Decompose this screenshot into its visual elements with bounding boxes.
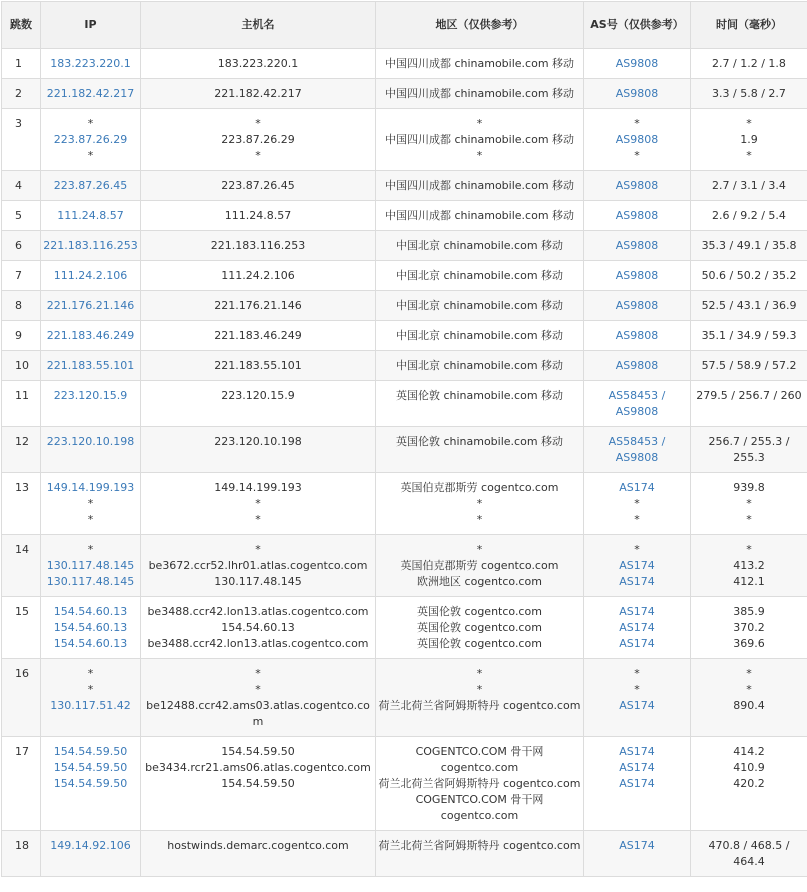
hop-number: 18 [2, 831, 41, 877]
hop-number: 11 [2, 381, 41, 427]
time-text: 385.9 [693, 604, 805, 620]
ip-cell [41, 737, 141, 831]
time-text: 370.2 [693, 620, 805, 636]
time-text: 2.6 / 9.2 / 5.4 [693, 208, 805, 224]
hostname-text: 130.117.48.145 [143, 574, 373, 590]
timeout-marker: * [143, 116, 373, 132]
time-text: 939.8 [693, 480, 805, 496]
region-text: 欧洲地区 cogentco.com [378, 574, 581, 590]
hostname-text: 149.14.199.193 [143, 480, 373, 496]
timeout-marker: * [586, 682, 688, 698]
hop-number: 3 [2, 109, 41, 171]
timeout-marker: * [143, 542, 373, 558]
header-asn: AS号（仅供参考） [584, 2, 691, 49]
ip-cell [41, 351, 141, 381]
ip-cell [41, 201, 141, 231]
table-row [2, 535, 807, 597]
region-cell [376, 597, 584, 659]
ip-link[interactable]: 221.183.46.249 [43, 328, 138, 344]
time-cell [691, 831, 807, 877]
table-row [2, 261, 807, 291]
hostname-cell [141, 291, 376, 321]
table-row [2, 291, 807, 321]
time-cell [691, 351, 807, 381]
asn-link[interactable]: AS9808 [586, 208, 688, 224]
hostname-text: 221.183.46.249 [143, 328, 373, 344]
timeout-marker: * [43, 682, 138, 698]
timeout-marker: * [378, 682, 581, 698]
ip-link[interactable]: 183.223.220.1 [43, 56, 138, 72]
time-text: 3.3 / 5.8 / 2.7 [693, 86, 805, 102]
asn-cell [584, 473, 691, 535]
hostname-cell [141, 79, 376, 109]
time-text: 35.1 / 34.9 / 59.3 [693, 328, 805, 344]
ip-link[interactable]: 221.182.42.217 [43, 86, 138, 102]
region-text: 英国伦敦 cogentco.com [378, 636, 581, 652]
table-row [2, 737, 807, 831]
header-ip: IP [41, 2, 141, 49]
asn-link[interactable]: AS174 [586, 480, 688, 496]
asn-cell [584, 351, 691, 381]
asn-cell [584, 109, 691, 171]
asn-link[interactable]: AS58453 / AS9808 [586, 388, 688, 420]
hostname-text: 111.24.8.57 [143, 208, 373, 224]
region-cell [376, 831, 584, 877]
ip-cell [41, 473, 141, 535]
hostname-text: 221.176.21.146 [143, 298, 373, 314]
region-text: 英国伦敦 cogentco.com [378, 604, 581, 620]
asn-link[interactable]: AS174 [586, 760, 688, 776]
traceroute-table [1, 1, 807, 877]
ip-link[interactable]: 223.120.10.198 [43, 434, 138, 450]
hostname-text: 223.120.10.198 [143, 434, 373, 450]
time-text: 2.7 / 1.2 / 1.8 [693, 56, 805, 72]
region-cell [376, 321, 584, 351]
time-text: 35.3 / 49.1 / 35.8 [693, 238, 805, 254]
region-text: 中国北京 chinamobile.com 移动 [378, 238, 581, 254]
time-text: 369.6 [693, 636, 805, 652]
hop-number: 4 [2, 171, 41, 201]
asn-link[interactable]: AS9808 [586, 178, 688, 194]
region-text: 荷兰北荷兰省阿姆斯特丹 cogentco.com [378, 838, 581, 854]
ip-link[interactable]: 130.117.48.145 [43, 574, 138, 590]
hostname-text: 221.183.55.101 [143, 358, 373, 374]
header-time: 时间（毫秒） [691, 2, 807, 49]
ip-link[interactable]: 154.54.59.50 [43, 760, 138, 776]
hop-number: 6 [2, 231, 41, 261]
timeout-marker: * [693, 666, 805, 682]
header-region: 地区（仅供参考） [376, 2, 584, 49]
asn-link[interactable]: AS174 [586, 620, 688, 636]
time-text: 414.2 [693, 744, 805, 760]
time-text: 57.5 / 58.9 / 57.2 [693, 358, 805, 374]
hostname-text: be3434.rcr21.ams06.atlas.cogentco.com [143, 760, 373, 776]
ip-link[interactable]: 154.54.60.13 [43, 604, 138, 620]
asn-link[interactable]: AS9808 [586, 86, 688, 102]
table-header-row [2, 2, 807, 49]
hostname-text: be3672.ccr52.lhr01.atlas.cogentco.com [143, 558, 373, 574]
ip-cell [41, 597, 141, 659]
table-row [2, 231, 807, 261]
asn-cell [584, 171, 691, 201]
timeout-marker: * [43, 666, 138, 682]
timeout-marker: * [43, 148, 138, 164]
time-text: 256.7 / 255.3 / 255.3 [693, 434, 805, 466]
timeout-marker: * [378, 542, 581, 558]
time-cell [691, 737, 807, 831]
table-row [2, 49, 807, 79]
time-cell [691, 535, 807, 597]
time-text: 50.6 / 50.2 / 35.2 [693, 268, 805, 284]
asn-cell [584, 321, 691, 351]
ip-cell [41, 535, 141, 597]
region-cell [376, 261, 584, 291]
region-text: 中国北京 chinamobile.com 移动 [378, 298, 581, 314]
ip-cell [41, 381, 141, 427]
time-cell [691, 231, 807, 261]
timeout-marker: * [378, 148, 581, 164]
region-cell [376, 351, 584, 381]
timeout-marker: * [378, 116, 581, 132]
ip-cell [41, 321, 141, 351]
ip-cell [41, 831, 141, 877]
time-text: 890.4 [693, 698, 805, 714]
timeout-marker: * [378, 666, 581, 682]
hop-number: 9 [2, 321, 41, 351]
asn-cell [584, 597, 691, 659]
asn-cell [584, 261, 691, 291]
region-cell [376, 171, 584, 201]
hop-number: 17 [2, 737, 41, 831]
hostname-cell [141, 201, 376, 231]
asn-link[interactable]: AS174 [586, 838, 688, 854]
region-cell [376, 473, 584, 535]
asn-link[interactable]: AS9808 [586, 56, 688, 72]
table-row [2, 201, 807, 231]
timeout-marker: * [143, 512, 373, 528]
ip-link[interactable]: 221.183.55.101 [43, 358, 138, 374]
timeout-marker: * [43, 116, 138, 132]
hostname-cell [141, 659, 376, 737]
ip-link[interactable]: 221.176.21.146 [43, 298, 138, 314]
region-text: COGENTCO.COM 骨干网 cogentco.com [378, 792, 581, 824]
asn-link[interactable]: AS174 [586, 636, 688, 652]
hostname-cell [141, 831, 376, 877]
asn-link[interactable]: AS9808 [586, 132, 688, 148]
asn-link[interactable]: AS174 [586, 604, 688, 620]
hostname-text: be3488.ccr42.lon13.atlas.cogentco.com [143, 604, 373, 620]
table-row [2, 831, 807, 877]
hostname-text: hostwinds.demarc.cogentco.com [143, 838, 373, 854]
ip-cell [41, 109, 141, 171]
asn-cell [584, 427, 691, 473]
hostname-cell [141, 109, 376, 171]
hop-number: 5 [2, 201, 41, 231]
timeout-marker: * [143, 496, 373, 512]
asn-link[interactable]: AS174 [586, 744, 688, 760]
asn-cell [584, 535, 691, 597]
time-cell [691, 427, 807, 473]
hostname-cell [141, 171, 376, 201]
asn-cell [584, 831, 691, 877]
region-text: 中国北京 chinamobile.com 移动 [378, 268, 581, 284]
hop-number: 2 [2, 79, 41, 109]
time-cell [691, 49, 807, 79]
hostname-text: 221.182.42.217 [143, 86, 373, 102]
hostname-cell [141, 427, 376, 473]
region-text: 中国四川成都 chinamobile.com 移动 [378, 86, 581, 102]
ip-cell [41, 291, 141, 321]
ip-link[interactable]: 149.14.199.193 [43, 480, 138, 496]
timeout-marker: * [586, 512, 688, 528]
hop-number: 10 [2, 351, 41, 381]
time-cell [691, 171, 807, 201]
timeout-marker: * [693, 682, 805, 698]
region-text: 英国伦敦 cogentco.com [378, 620, 581, 636]
timeout-marker: * [43, 512, 138, 528]
timeout-marker: * [586, 148, 688, 164]
asn-cell [584, 381, 691, 427]
region-cell [376, 49, 584, 79]
time-cell [691, 201, 807, 231]
timeout-marker: * [378, 496, 581, 512]
asn-link[interactable]: AS9808 [586, 298, 688, 314]
region-text: 中国四川成都 chinamobile.com 移动 [378, 132, 581, 148]
asn-cell [584, 659, 691, 737]
hostname-text: 154.54.59.50 [143, 776, 373, 792]
hostname-text: 223.120.15.9 [143, 388, 373, 404]
region-text: 中国北京 chinamobile.com 移动 [378, 328, 581, 344]
header-hop: 跳数 [2, 2, 41, 49]
timeout-marker: * [143, 682, 373, 698]
hostname-cell [141, 49, 376, 79]
ip-link[interactable]: 223.87.26.45 [43, 178, 138, 194]
hostname-cell [141, 351, 376, 381]
region-cell [376, 231, 584, 261]
region-cell [376, 291, 584, 321]
timeout-marker: * [693, 512, 805, 528]
ip-link[interactable]: 154.54.59.50 [43, 744, 138, 760]
asn-link[interactable]: AS174 [586, 698, 688, 714]
time-cell [691, 659, 807, 737]
ip-cell [41, 427, 141, 473]
asn-link[interactable]: AS9808 [586, 238, 688, 254]
ip-link[interactable]: 221.183.116.253 [43, 238, 138, 254]
table-row [2, 473, 807, 535]
table-row [2, 171, 807, 201]
time-text: 1.9 [693, 132, 805, 148]
table-row [2, 79, 807, 109]
region-text: 中国四川成都 chinamobile.com 移动 [378, 208, 581, 224]
header-hostname: 主机名 [141, 2, 376, 49]
time-text: 52.5 / 43.1 / 36.9 [693, 298, 805, 314]
timeout-marker: * [43, 542, 138, 558]
hostname-text: 111.24.2.106 [143, 268, 373, 284]
hostname-text: 154.54.59.50 [143, 744, 373, 760]
timeout-marker: * [378, 512, 581, 528]
asn-cell [584, 49, 691, 79]
asn-link[interactable]: AS174 [586, 776, 688, 792]
asn-cell [584, 201, 691, 231]
region-text: 中国北京 chinamobile.com 移动 [378, 358, 581, 374]
asn-link[interactable]: AS58453 / AS9808 [586, 434, 688, 466]
timeout-marker: * [143, 148, 373, 164]
region-cell [376, 535, 584, 597]
hostname-cell [141, 597, 376, 659]
table-row [2, 381, 807, 427]
hop-number: 13 [2, 473, 41, 535]
asn-cell [584, 231, 691, 261]
time-text: 279.5 / 256.7 / 260 [693, 388, 805, 404]
time-text: 410.9 [693, 760, 805, 776]
ip-link[interactable]: 149.14.92.106 [43, 838, 138, 854]
ip-cell [41, 79, 141, 109]
table-row [2, 427, 807, 473]
asn-cell [584, 291, 691, 321]
timeout-marker: * [693, 148, 805, 164]
ip-link[interactable]: 154.54.60.13 [43, 636, 138, 652]
hostname-text: be12488.ccr42.ams03.atlas.cogentco.com [143, 698, 373, 730]
hostname-cell [141, 321, 376, 351]
time-cell [691, 79, 807, 109]
asn-link[interactable]: AS174 [586, 558, 688, 574]
time-text: 470.8 / 468.5 / 464.4 [693, 838, 805, 870]
time-cell [691, 321, 807, 351]
asn-cell [584, 79, 691, 109]
region-cell [376, 659, 584, 737]
asn-link[interactable]: AS9808 [586, 358, 688, 374]
hostname-text: 183.223.220.1 [143, 56, 373, 72]
timeout-marker: * [586, 542, 688, 558]
table-row [2, 351, 807, 381]
ip-cell [41, 171, 141, 201]
asn-link[interactable]: AS174 [586, 574, 688, 590]
hop-number: 7 [2, 261, 41, 291]
ip-cell [41, 659, 141, 737]
timeout-marker: * [586, 496, 688, 512]
region-cell [376, 737, 584, 831]
time-text: 413.2 [693, 558, 805, 574]
hostname-cell [141, 535, 376, 597]
time-cell [691, 597, 807, 659]
asn-link[interactable]: AS9808 [586, 328, 688, 344]
region-cell [376, 79, 584, 109]
asn-link[interactable]: AS9808 [586, 268, 688, 284]
timeout-marker: * [143, 666, 373, 682]
hostname-text: 154.54.60.13 [143, 620, 373, 636]
hostname-text: 223.87.26.29 [143, 132, 373, 148]
region-text: 英国伦敦 chinamobile.com 移动 [378, 388, 581, 404]
timeout-marker: * [586, 666, 688, 682]
region-cell [376, 201, 584, 231]
region-text: 荷兰北荷兰省阿姆斯特丹 cogentco.com [378, 776, 581, 792]
hop-number: 1 [2, 49, 41, 79]
hostname-text: be3488.ccr42.lon13.atlas.cogentco.com [143, 636, 373, 652]
hostname-cell [141, 381, 376, 427]
time-text: 420.2 [693, 776, 805, 792]
hop-number: 12 [2, 427, 41, 473]
hostname-cell [141, 737, 376, 831]
hostname-cell [141, 473, 376, 535]
ip-link[interactable]: 154.54.59.50 [43, 776, 138, 792]
ip-cell [41, 231, 141, 261]
region-text: 中国四川成都 chinamobile.com 移动 [378, 178, 581, 194]
region-text: 中国四川成都 chinamobile.com 移动 [378, 56, 581, 72]
time-cell [691, 109, 807, 171]
time-text: 2.7 / 3.1 / 3.4 [693, 178, 805, 194]
hop-number: 8 [2, 291, 41, 321]
time-cell [691, 473, 807, 535]
time-cell [691, 261, 807, 291]
asn-cell [584, 737, 691, 831]
table-row [2, 597, 807, 659]
timeout-marker: * [693, 116, 805, 132]
region-cell [376, 427, 584, 473]
hop-number: 15 [2, 597, 41, 659]
timeout-marker: * [693, 542, 805, 558]
ip-cell [41, 261, 141, 291]
table-row [2, 659, 807, 737]
hostname-text: 223.87.26.45 [143, 178, 373, 194]
hostname-cell [141, 231, 376, 261]
time-text: 412.1 [693, 574, 805, 590]
region-text: 英国伦敦 chinamobile.com 移动 [378, 434, 581, 450]
region-cell [376, 381, 584, 427]
time-cell [691, 291, 807, 321]
region-cell [376, 109, 584, 171]
ip-link[interactable]: 130.117.51.42 [43, 698, 138, 714]
ip-link[interactable]: 223.120.15.9 [43, 388, 138, 404]
timeout-marker: * [43, 496, 138, 512]
region-text: COGENTCO.COM 骨干网 cogentco.com [378, 744, 581, 776]
ip-link[interactable]: 130.117.48.145 [43, 558, 138, 574]
region-text: 英国伯克郡斯劳 cogentco.com [378, 480, 581, 496]
hop-number: 14 [2, 535, 41, 597]
ip-link[interactable]: 154.54.60.13 [43, 620, 138, 636]
hostname-text: 221.183.116.253 [143, 238, 373, 254]
ip-link[interactable]: 111.24.2.106 [43, 268, 138, 284]
ip-link[interactable]: 223.87.26.29 [43, 132, 138, 148]
timeout-marker: * [586, 116, 688, 132]
hostname-cell [141, 261, 376, 291]
table-row [2, 321, 807, 351]
time-cell [691, 381, 807, 427]
hop-number: 16 [2, 659, 41, 737]
table-row [2, 109, 807, 171]
ip-link[interactable]: 111.24.8.57 [43, 208, 138, 224]
timeout-marker: * [693, 496, 805, 512]
ip-cell [41, 49, 141, 79]
region-text: 英国伯克郡斯劳 cogentco.com [378, 558, 581, 574]
region-text: 荷兰北荷兰省阿姆斯特丹 cogentco.com [378, 698, 581, 714]
